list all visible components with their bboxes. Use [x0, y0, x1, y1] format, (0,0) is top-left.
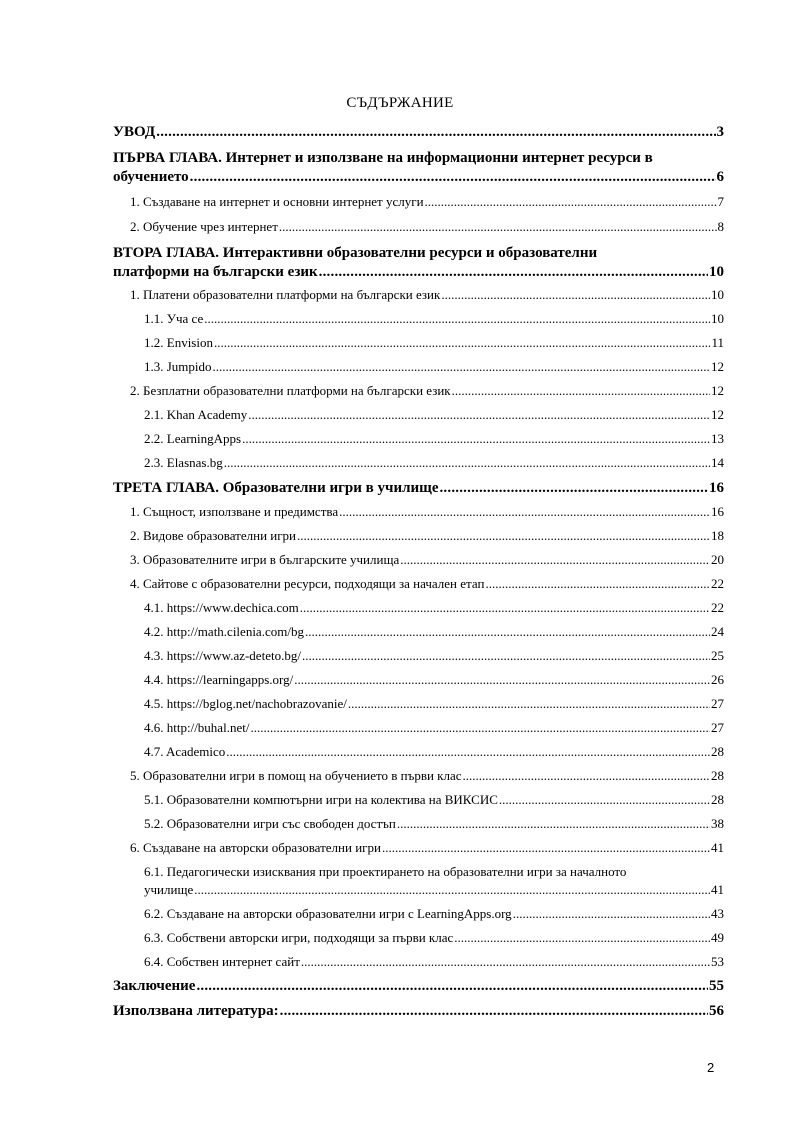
toc-entry-page: 12	[711, 359, 724, 374]
toc-entry-label: 4.1. https://www.dechica.com	[144, 600, 299, 615]
toc-entry-2-2[interactable]	[130, 383, 724, 399]
toc-entry-3-2[interactable]	[130, 528, 724, 544]
toc-leader-dots	[300, 600, 710, 616]
toc-leader-dots	[452, 383, 710, 399]
toc-leader-dots	[190, 169, 716, 186]
toc-entry-conclusion[interactable]	[113, 978, 724, 995]
toc-entry-label: 2.1. Khan Academy	[144, 407, 248, 422]
toc-entry-page: 25	[711, 648, 724, 663]
toc-entry-page: 16	[711, 504, 724, 519]
toc-entry-2-1-3[interactable]	[144, 359, 724, 375]
page-number: 2	[707, 1060, 715, 1075]
toc-entry-label: 5.1. Образователни компютърни игри на колектива на ВИКСИС	[144, 792, 498, 807]
toc-leader-dots	[204, 311, 710, 327]
toc-entry-label: 1.2. Envision	[144, 335, 213, 350]
toc-leader-dots	[194, 882, 710, 898]
toc-entry-label-line2: платформи на български език	[113, 264, 318, 280]
toc-entry-page: 14	[711, 455, 724, 470]
toc-entry-3-5[interactable]	[130, 768, 724, 784]
toc-entry-label: 2. Безплатни образователни платформи на български език	[130, 383, 451, 398]
toc-entry-page: 12	[711, 383, 724, 398]
toc-entry-page: 8	[717, 219, 724, 234]
toc-leader-dots	[224, 455, 710, 471]
toc-entry-page: 28	[711, 792, 724, 807]
toc-entry-page: 7	[717, 194, 724, 209]
toc-entry-page: 20	[711, 552, 724, 567]
toc-entry-page: 16	[709, 480, 724, 496]
toc-entry-label: 4.6. http://buhal.net/	[144, 720, 250, 735]
toc-entry-label: 1.3. Jumpido	[144, 359, 212, 374]
toc-entry-2-2-3[interactable]	[144, 455, 724, 471]
toc-leader-dots	[302, 648, 710, 664]
toc-entry-label: ТРЕТА ГЛАВА. Образователни игри в училище	[113, 480, 439, 496]
toc-entry-3-6-1[interactable]	[144, 864, 724, 898]
toc-entry-page: 43	[711, 906, 724, 921]
toc-leader-dots	[499, 792, 710, 808]
toc-leader-dots	[425, 194, 717, 210]
toc-entry-3-6-2[interactable]	[144, 906, 724, 922]
toc-entry-3-5-2[interactable]	[144, 816, 724, 832]
toc-leader-dots	[348, 696, 710, 712]
toc-entry-page: 27	[711, 720, 724, 735]
toc-entry-2-2-2[interactable]	[144, 431, 724, 447]
toc-entry-label: 1. Платени образователни платформи на български език	[130, 287, 441, 302]
toc-entry-page: 55	[709, 978, 724, 994]
toc-leader-dots	[454, 930, 710, 946]
toc-entry-3-6-4[interactable]	[144, 954, 724, 970]
toc-entry-3-4-1[interactable]	[144, 600, 724, 616]
toc-entry-page: 10	[711, 311, 724, 326]
toc-entry-1-2[interactable]	[130, 219, 724, 235]
toc-entry-3-1[interactable]	[130, 504, 724, 520]
toc-leader-dots	[196, 978, 708, 995]
toc-leader-dots	[214, 335, 710, 351]
toc-leader-dots	[280, 1003, 708, 1020]
toc-entry-page: 18	[711, 528, 724, 543]
toc-entry-2-2-1[interactable]	[144, 407, 724, 423]
toc-entry-intro[interactable]	[113, 124, 724, 141]
toc-entry-3-4-6[interactable]	[144, 720, 724, 736]
toc-entry-page: 28	[711, 744, 724, 759]
toc-leader-dots	[485, 576, 710, 592]
toc-entry-3-5-1[interactable]	[144, 792, 724, 808]
toc-entry-label: 4.2. http://math.cilenia.com/bg	[144, 624, 304, 639]
toc-entry-label: 6.4. Собствен интернет сайт	[144, 954, 300, 969]
toc-entry-page: 49	[711, 930, 724, 945]
toc-entry-label: Заключение	[113, 978, 196, 994]
toc-entry-page: 38	[711, 816, 724, 831]
toc-entry-bibliography[interactable]	[113, 1003, 724, 1020]
toc-entry-label: 5.2. Образователни игри със свободен достъп	[144, 816, 396, 831]
toc-entry-page: 6	[716, 169, 724, 185]
toc-entry-label: 2. Видове образователни игри	[130, 528, 297, 543]
toc-entry-page: 53	[711, 954, 724, 969]
toc-entry-2-1-2[interactable]	[144, 335, 724, 351]
toc-entry-label: УВОД	[113, 124, 156, 140]
toc-entry-label: Използвана литература:	[113, 1003, 279, 1019]
toc-entry-1-1[interactable]	[130, 194, 724, 210]
toc-title: СЪДЪРЖАНИЕ	[346, 95, 454, 111]
toc-entry-page: 10	[711, 287, 724, 302]
toc-entry-label: 6.3. Собствени авторски игри, подходящи за първи клас	[144, 930, 454, 945]
toc-entry-3-4-5[interactable]	[144, 696, 724, 712]
toc-leader-dots	[242, 431, 710, 447]
toc-entry-3-6-3[interactable]	[144, 930, 724, 946]
toc-entry-page: 24	[711, 624, 724, 639]
toc-entry-3-4-4[interactable]	[144, 672, 724, 688]
toc-entry-3-3[interactable]	[130, 552, 724, 568]
toc-entry-chapter-3[interactable]	[113, 480, 724, 497]
toc-leader-dots	[439, 480, 708, 497]
toc-entry-page: 10	[709, 264, 724, 280]
toc-entry-chapter-2[interactable]	[113, 245, 724, 281]
toc-entry-label-line2: обучението	[113, 169, 189, 185]
toc-entry-label: 3. Образователните игри в българските училища	[130, 552, 400, 567]
toc-entry-page: 26	[711, 672, 724, 687]
toc-leader-dots	[382, 840, 710, 856]
toc-entry-page: 12	[711, 407, 724, 422]
toc-entry-label-line1: ВТОРА ГЛАВА. Интерактивни образователни ресурси и образователни	[113, 245, 598, 261]
toc-entry-2-1-1[interactable]	[144, 311, 724, 327]
toc-leader-dots	[156, 124, 715, 141]
toc-leader-dots	[301, 954, 710, 970]
toc-entry-page: 22	[711, 600, 724, 615]
toc-leader-dots	[248, 407, 710, 423]
toc-leader-dots	[294, 672, 710, 688]
table-of-contents	[113, 118, 724, 1020]
toc-entry-page: 27	[711, 696, 724, 711]
toc-leader-dots	[319, 264, 708, 281]
toc-leader-dots	[226, 744, 710, 760]
toc-entry-label: 1. Същност, използване и предимства	[130, 504, 339, 519]
toc-entry-page: 11	[711, 335, 724, 350]
toc-entry-label-line1: ПЪРВА ГЛАВА. Интернет и използване на информационни интернет ресурси в	[113, 150, 653, 166]
toc-leader-dots	[339, 504, 710, 520]
toc-entry-2-1[interactable]	[130, 287, 724, 303]
toc-entry-3-4[interactable]	[130, 576, 724, 592]
toc-entry-chapter-1[interactable]	[113, 150, 724, 186]
toc-entry-page: 3	[716, 124, 724, 140]
toc-leader-dots	[297, 528, 710, 544]
toc-entry-label: 4.4. https://learningapps.org/	[144, 672, 294, 687]
toc-entry-label-line1: 6.1. Педагогически изисквания при проектирането на образователни игри за началното	[144, 864, 627, 879]
toc-entry-label: 4.5. https://bglog.net/nachobrazovanie/	[144, 696, 347, 711]
toc-entry-page: 28	[711, 768, 724, 783]
toc-entry-3-6[interactable]	[130, 840, 724, 856]
toc-leader-dots	[441, 287, 710, 303]
toc-entry-3-4-7[interactable]	[144, 744, 724, 760]
toc-entry-page: 41	[711, 840, 724, 855]
toc-leader-dots	[279, 219, 717, 235]
toc-entry-page: 13	[711, 431, 724, 446]
toc-leader-dots	[305, 624, 710, 640]
toc-leader-dots	[513, 906, 710, 922]
toc-entry-page: 41	[711, 882, 724, 897]
toc-entry-3-4-2[interactable]	[144, 624, 724, 640]
toc-leader-dots	[463, 768, 710, 784]
toc-entry-label: 1. Създаване на интернет и основни интернет услуги	[130, 194, 424, 209]
toc-entry-label: 2.3. Elasnas.bg	[144, 455, 223, 470]
toc-entry-label: 6. Създаване на авторски образователни игри	[130, 840, 381, 855]
toc-entry-page: 56	[709, 1003, 724, 1019]
toc-entry-label-line2: училище	[144, 882, 194, 897]
toc-entry-label: 2.2. LearningApps	[144, 431, 242, 446]
toc-entry-label: 6.2. Създаване на авторски образователни игри с LearningApps.org	[144, 906, 512, 921]
toc-entry-label: 1.1. Уча се	[144, 311, 204, 326]
toc-entry-label: 4.7. Academico	[144, 744, 226, 759]
toc-entry-label: 4.3. https://www.az-deteto.bg/	[144, 648, 301, 663]
toc-entry-label: 5. Образователни игри в помощ на обучението в първи клас	[130, 768, 462, 783]
toc-entry-label: 4. Сайтове с образователни ресурси, подходящи за начален етап	[130, 576, 485, 591]
toc-leader-dots	[400, 552, 710, 568]
toc-entry-page: 22	[711, 576, 724, 591]
toc-leader-dots	[397, 816, 710, 832]
toc-entry-3-4-3[interactable]	[144, 648, 724, 664]
toc-leader-dots	[213, 359, 710, 375]
toc-entry-label: 2. Обучение чрез интернет	[130, 219, 278, 234]
toc-leader-dots	[250, 720, 710, 736]
